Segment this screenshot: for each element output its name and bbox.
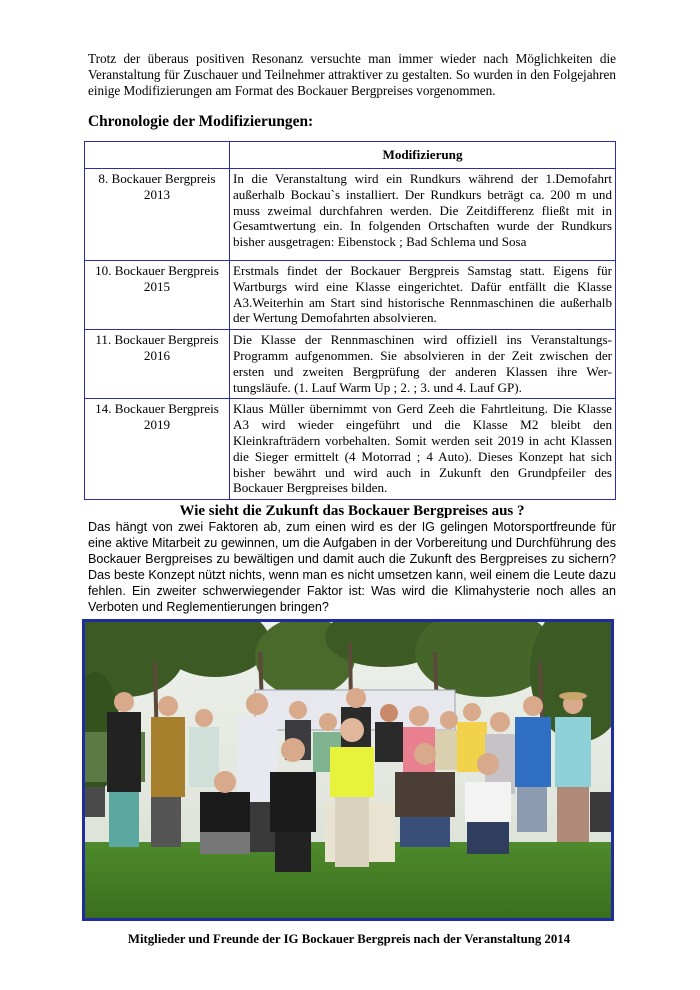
edition-cell: [85, 399, 230, 500]
modification-text: Erstmals findet der Bockauer Bergpreis Samstag statt. Eigens für Wartburgs wird eine Klasse eingerichtet. Dafür entfällt die Klasse A3.Weiterhin am Start sind historische Rennmaschinen die außerhalb der Wertung Demofahrten absolvieren.: [230, 261, 616, 330]
group-photo: [82, 619, 614, 921]
photo-caption: Mitglieder und Freunde der IG Bockauer Bergpreis nach der Veranstaltung 2014: [127, 932, 571, 946]
edition-year: 2019: [143, 417, 171, 433]
edition-name: 10. Bockauer Bergpreis: [95, 263, 219, 278]
table-row: [85, 330, 616, 399]
table-row: [85, 169, 616, 261]
future-heading: Wie sieht die Zukunft das Bockauer Bergpreises aus ?: [179, 503, 525, 519]
edition-year: 2016: [143, 347, 171, 363]
modification-text: Die Klasse der Rennmaschinen wird offiziell ins Veranstaltungs-Programm aufgenommen. Sie absolvieren in der Zeit zwischen der ersten und zweiten Bergprüfung der anderen Klassen ihre Wer-tungsläufe. (1. Lauf Warm Up ; 2. ; 3. und 4. Lauf GP).: [230, 330, 616, 399]
edition-name: 8. Bockauer Bergpreis: [98, 171, 216, 186]
future-paragraph: Das hängt von zwei Faktoren ab, zum einen wird es der IG gelingen Motorsportfreunde für eine aktive Mitarbeit zu gewinnen, um die Aufgaben in der Vorbereitung und Durchführung des Bockauer Bergpreises zu bewältigen und damit auch die Zukunft des Bergpreises zu sichern? Das beste Konzept nützt nichts, wenn man es nicht umsetzen kann, weil einem die Leute dazu fehlen. Ein zweiter schwerwiegender Faktor ist: Was wird die Klimahysterie noch alles an Verboten und Reglementierungen bringen?: [88, 520, 616, 615]
edition-name: 11. Bockauer Bergpreis: [95, 332, 219, 348]
table-header-empty: [85, 142, 230, 169]
group-photo-illustration: [85, 622, 611, 918]
table-header-modifizierung: Modifizierung: [230, 142, 616, 169]
modification-text: In die Veranstaltung wird ein Rundkurs während der 1.Demofahrt außerhalb Bockau`s installiert. Der Rundkurs beträgt ca. 200 m und muss zweimal durchfahren werden. Die Zeitdifferenz fließt mit in Gesamtwertung ein. In folgenden Ortschaften wurde der Rundkurs bisher ausgetragen: Eibenstock ; Bad Schlema und Sosa: [230, 169, 616, 261]
edition-cell: [85, 330, 230, 399]
edition-year: 2013: [143, 186, 171, 202]
table-row: [85, 399, 616, 500]
edition-name: 14. Bockauer Bergpreis: [95, 401, 219, 417]
edition-cell: [85, 261, 230, 330]
modification-text: Klaus Müller übernimmt von Gerd Zeeh die Fahrtleitung. Die Klasse A3 wird wieder eingeführt und die Klasse M2 bleibt den Kleinkrafträdern vorbehalten. Somit werden seit 2019 in acht Klassen die Sieger ermittelt (4 Motorrad ; 4 Auto). Dieses Konzept hat sich bisher bewährt und wird auch in Zukunft den Grundpfeiler des Bockauer Bergpreises bilden.: [230, 399, 616, 500]
modifications-table: [84, 141, 616, 500]
car: [85, 787, 105, 817]
intro-paragraph: Trotz der überaus positiven Resonanz versuchte man immer wieder nach Möglichkeiten die Veranstaltung für Zuschauer und Teilnehmer attraktiver zu gestalten. So wurden in den Folgejahren einige Modifizierungen am Format des Bockauer Bergpreises vorgenommen.: [88, 51, 616, 99]
bench: [590, 792, 611, 832]
chronology-heading: Chronologie der Modifizierungen:: [88, 113, 314, 130]
table-row: [85, 261, 616, 330]
table-header-row: [85, 142, 616, 169]
edition-year: 2015: [143, 278, 171, 294]
edition-cell: [85, 169, 230, 261]
